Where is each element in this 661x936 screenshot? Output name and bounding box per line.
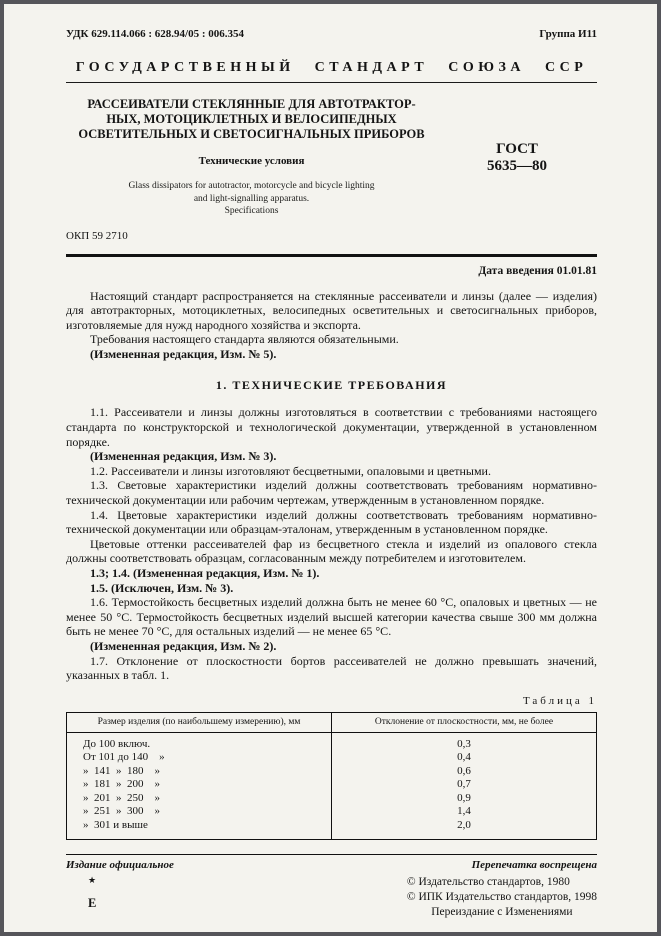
english-line-3: Specifications <box>224 206 279 216</box>
table-row <box>67 778 597 792</box>
reprint-notice-label: Перепечатка воспрещена <box>471 859 597 872</box>
state-standard-heading: ГОСУДАРСТВЕННЫЙ СТАНДАРТ СОЮЗА ССР <box>75 60 588 75</box>
paragraph: Требования настоящего стандарта являются обязательными. <box>90 332 399 347</box>
header-deviation-column: Отклонение от плоскостности, мм, не более <box>332 712 597 732</box>
gost-label: ГОСТ <box>496 141 538 157</box>
size-cell: » 301 и выше <box>83 818 148 831</box>
title-line-3: ОСВЕТИТЕЛЬНЫХ И СВЕТОСИГНАЛЬНЫХ ПРИБОРОВ <box>78 127 425 141</box>
effective-date: Дата введения 01.01.81 <box>478 264 597 277</box>
star-icon: ★ <box>88 875 97 886</box>
table-row <box>67 819 597 840</box>
deviation-cell: 0,7 <box>332 778 597 792</box>
deviation-cell: 0,6 <box>332 765 597 779</box>
paragraph: 1.6. Термостойкость бесцветных изделий должна быть не менее 60 °С, опаловых и цветных — не менее 50 °С. Термостойкость бесцветных изделий высшей категории качества свыше 300 мм должна быть не менее 70 °С, для остальных изделий — не менее 65 °С. <box>66 595 597 639</box>
english-title <box>74 180 429 218</box>
title-block <box>66 97 597 218</box>
paragraph: (Измененная редакция, Изм. № 2). <box>90 638 277 653</box>
document-title <box>74 97 429 142</box>
deviation-cell: 0,4 <box>332 751 597 765</box>
size-cell: » 181 » 200 » <box>83 778 160 791</box>
copyright-line-2: © ИПК Издательство стандартов, 1998 <box>406 891 597 904</box>
section1-paragraphs <box>66 405 597 682</box>
deviation-cell: 0,3 <box>332 732 597 751</box>
table-header <box>67 712 597 732</box>
footer-left-marks <box>66 875 96 920</box>
gost-number-block <box>437 97 597 218</box>
copyright-line-3: Переиздание с Изменениями <box>431 906 573 919</box>
size-cell: От 101 до 140 » <box>83 751 165 764</box>
okp-code: ОКП 59 2710 <box>66 229 128 242</box>
document-subtitle: Технические условия <box>198 155 305 167</box>
table-body <box>67 732 597 840</box>
size-cell: » 141 » 180 » <box>83 764 160 777</box>
paragraph: 1.1. Рассеиватели и линзы должны изготовляться в соответствии с требованиями настоящего стандарта по конструкторской и технологической документации, утвержденной в установленном порядке. <box>66 405 597 449</box>
section-1-heading: 1. ТЕХНИЧЕСКИЕ ТРЕБОВАНИЯ <box>215 378 448 393</box>
paragraph: 1.2. Рассеиватели и линзы изготовляют бесцветными, опаловыми и цветными. <box>90 463 491 478</box>
table-row <box>67 805 597 819</box>
paragraph: Настоящий стандарт распространяется на стеклянные рассеиватели и линзы (далее — изделия) для автотракторных, мотоциклетных, велосипедных осветительных и светосигнальных приборов, изготовляемые для нужд народного хозяйства и экспорта. <box>66 288 597 332</box>
table-row <box>67 751 597 765</box>
udk-code: УДК 629.114.066 : 628.94/05 : 006.354 <box>66 28 245 40</box>
flatness-deviation-table <box>66 712 597 841</box>
size-cell: » 251 » 300 » <box>83 805 160 818</box>
table-row <box>67 792 597 806</box>
footer-divider <box>66 854 597 855</box>
heading-divider <box>66 82 597 83</box>
table-header-row <box>67 712 597 732</box>
title-line-1: РАССЕИВАТЕЛИ СТЕКЛЯННЫЕ ДЛЯ АВТОТРАКТОР- <box>87 97 416 111</box>
paragraph: 1.3. Световые характеристики изделий должны соответствовать требованиям нормативно-технической документации или рабочим чертежам, утвержденным в установленном порядке. <box>66 478 597 508</box>
title-left-column <box>66 97 437 218</box>
paragraph: (Измененная редакция, Изм. № 5). <box>90 346 277 361</box>
english-line-2: and light-signalling apparatus. <box>193 193 310 204</box>
group-code: Группа И11 <box>539 28 597 40</box>
page-content <box>4 4 657 920</box>
paragraph: 1.3; 1.4. (Измененная редакция, Изм. № 1). <box>90 566 320 580</box>
official-edition-label: Издание официальное <box>66 859 174 872</box>
paragraph: 1.7. Отклонение от плоскостности бортов рассеивателей не должно превышать значений, указанных в табл. 1. <box>66 653 597 683</box>
footer-notices <box>66 859 597 871</box>
deviation-cell: 2,0 <box>332 819 597 840</box>
footer-bottom <box>66 875 597 920</box>
header-body-divider <box>66 254 597 257</box>
table-row <box>67 765 597 779</box>
paragraph: 1.5. (Исключен, Изм. № 3). <box>90 580 234 595</box>
intro-paragraphs <box>66 289 597 362</box>
table-caption: Таблица 1 <box>522 694 597 707</box>
size-cell: До 100 включ. <box>83 737 151 750</box>
table-row <box>67 732 597 751</box>
top-line <box>66 28 597 40</box>
series-letter: Е <box>88 896 97 911</box>
gost-number: 5635—80 <box>487 158 547 174</box>
size-cell: » 201 » 250 » <box>83 791 160 804</box>
deviation-cell: 0,9 <box>332 792 597 806</box>
english-line-1: Glass dissipators for autotractor, motorcycle and bicycle lighting <box>128 181 375 191</box>
copyright-line-1: © Издательство стандартов, 1980 <box>406 876 570 889</box>
title-line-2: НЫХ, МОТОЦИКЛЕТНЫХ И ВЕЛОСИПЕДНЫХ <box>106 112 397 126</box>
copyright-block <box>407 875 597 920</box>
paragraph: Цветовые оттенки рассеивателей фар из бесцветного стекла и изделий из опалового стекла должны соответствовать образцам, согласованным между потребителем и изготовителем. <box>66 536 597 566</box>
paragraph: (Измененная редакция, Изм. № 3). <box>90 449 277 464</box>
paragraph: 1.4. Цветовые характеристики изделий должны соответствовать требованиям нормативно-технической документации или образцам-эталонам, утвержденным в установленном порядке. <box>66 507 597 537</box>
deviation-cell: 1,4 <box>332 805 597 819</box>
header-size-column: Размер изделия (по наибольшему измерению), мм <box>67 712 332 732</box>
